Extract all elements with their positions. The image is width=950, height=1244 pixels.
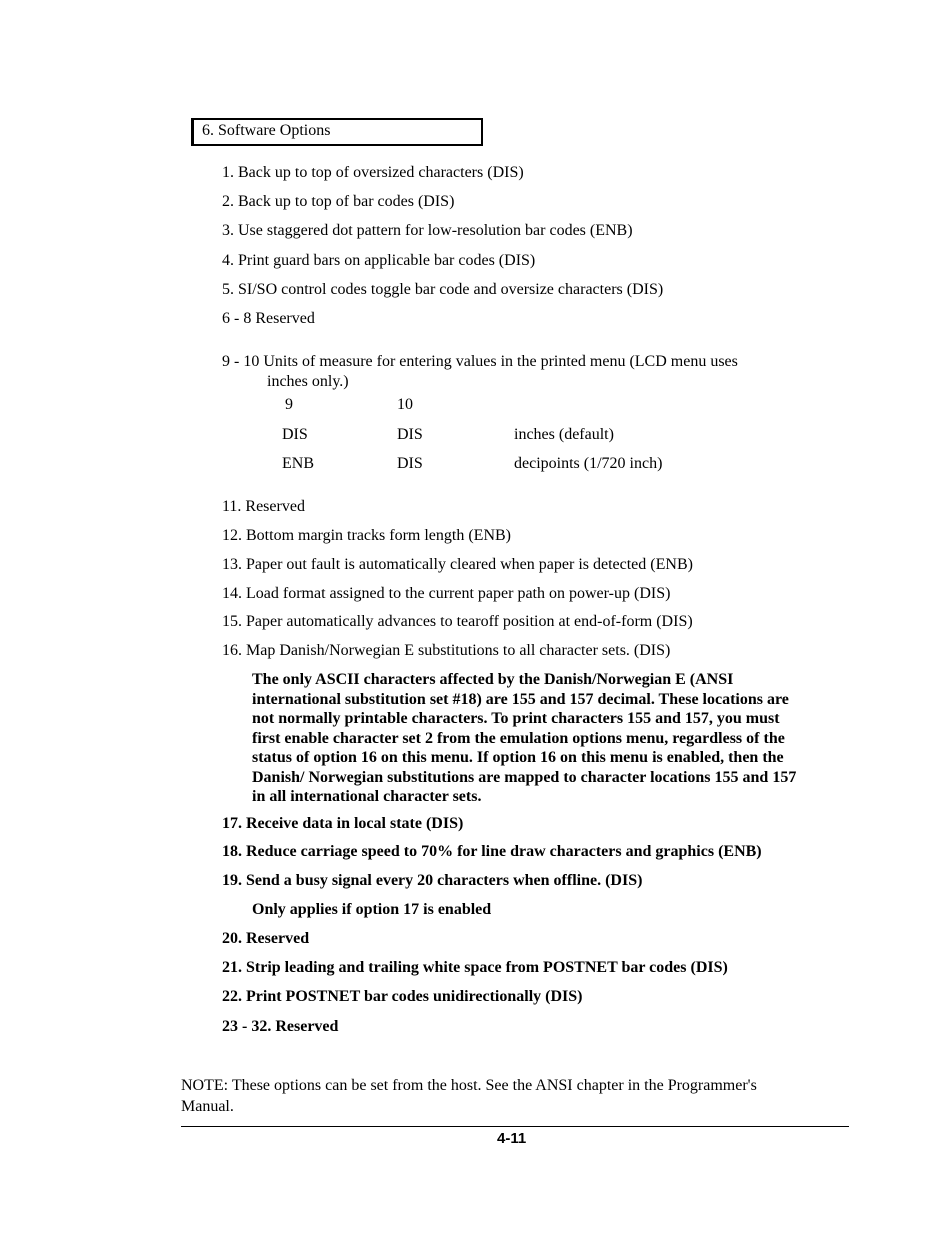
units-row-2-col-10: DIS: [397, 455, 423, 472]
note-line-2: Manual.: [181, 1098, 234, 1115]
option-9-10-cont: inches only.): [267, 373, 349, 390]
note-line-1: NOTE: These options can be set from the host. See the ANSI chapter in the Programmer's: [181, 1077, 757, 1094]
option-16-note: The only ASCII characters affected by the Danish/Norwegian E (ANSI international substitution set #18) are 155 and 157 decimal. These locations are not normally printable characters. To print characters 155 and 157, you must first enable character set 2 from the emulation options menu, regardless of the status of option 16 on this menu. If option 16 on this menu is enabled, then the Danish/ Norwegian substitutions are mapped to character locations 155 and 157 in all international character sets.: [252, 671, 797, 805]
section-heading: 6. Software Options: [191, 118, 483, 146]
option-2: 2. Back up to top of bar codes (DIS): [222, 193, 455, 210]
option-13: 13. Paper out fault is automatically cleared when paper is detected (ENB): [222, 556, 693, 573]
option-6-8: 6 - 8 Reserved: [222, 310, 315, 327]
option-11: 11. Reserved: [222, 498, 305, 515]
option-19-note: Only applies if option 17 is enabled: [252, 901, 492, 918]
units-header-9: 9: [285, 396, 293, 413]
option-5: 5. SI/SO control codes toggle bar code and oversize characters (DIS): [222, 281, 664, 298]
option-20: 20. Reserved: [222, 930, 310, 947]
option-19: 19. Send a busy signal every 20 characters when offline. (DIS): [222, 872, 643, 889]
option-18: 18. Reduce carriage speed to 70% for line draw characters and graphics (ENB): [222, 843, 762, 860]
option-4: 4. Print guard bars on applicable bar codes (DIS): [222, 252, 536, 269]
page-number: 4-11: [497, 1130, 527, 1147]
units-row-1-col-9: DIS: [282, 426, 308, 443]
option-21: 21. Strip leading and trailing white space from POSTNET bar codes (DIS): [222, 959, 728, 976]
footer-rule: [181, 1126, 849, 1127]
option-14: 14. Load format assigned to the current paper path on power-up (DIS): [222, 585, 671, 602]
option-17: 17. Receive data in local state (DIS): [222, 815, 464, 832]
option-22: 22. Print POSTNET bar codes unidirectionally (DIS): [222, 988, 583, 1005]
units-row-1-desc: inches (default): [514, 426, 614, 443]
option-3: 3. Use staggered dot pattern for low-resolution bar codes (ENB): [222, 222, 633, 239]
option-16: 16. Map Danish/Norwegian E substitutions to all character sets. (DIS): [222, 642, 671, 659]
units-row-1-col-10: DIS: [397, 426, 423, 443]
option-1: 1. Back up to top of oversized characters (DIS): [222, 164, 524, 181]
units-header-10: 10: [397, 396, 413, 413]
option-23-32: 23 - 32. Reserved: [222, 1018, 339, 1035]
option-12: 12. Bottom margin tracks form length (ENB): [222, 527, 511, 544]
option-15: 15. Paper automatically advances to tearoff position at end-of-form (DIS): [222, 613, 693, 630]
option-9-10: 9 - 10 Units of measure for entering values in the printed menu (LCD menu uses: [222, 353, 738, 370]
units-row-2-col-9: ENB: [282, 455, 314, 472]
units-row-2-desc: decipoints (1/720 inch): [514, 455, 663, 472]
